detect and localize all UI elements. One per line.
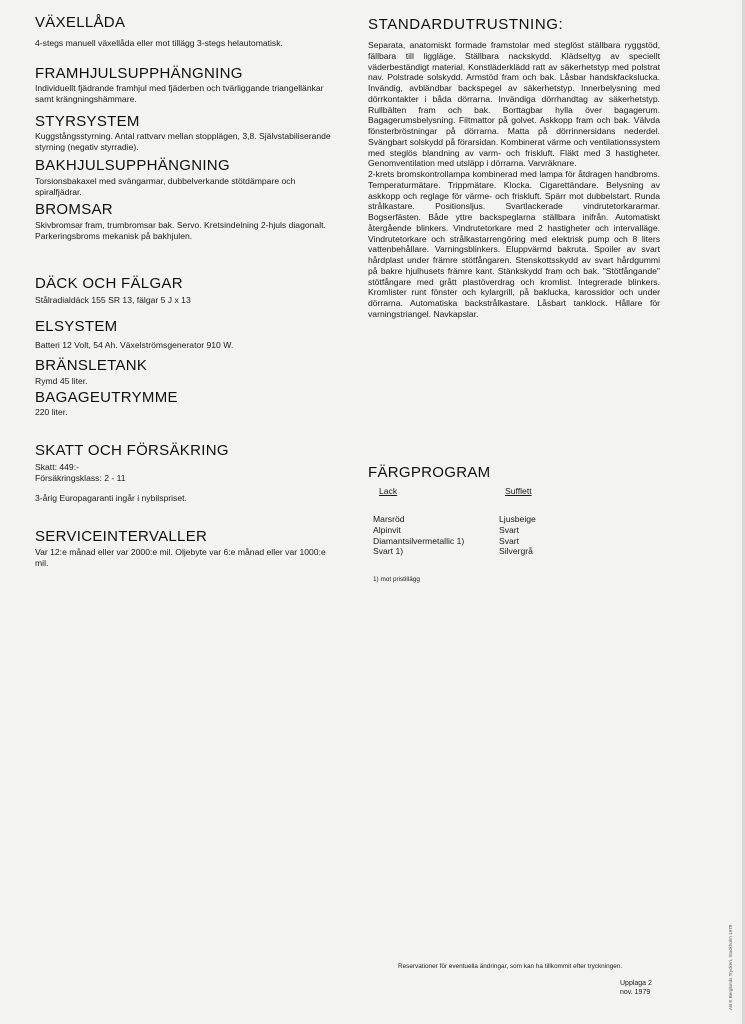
sufflett-item: Ljusbeige (499, 514, 536, 524)
lack-item: Alpinvit (373, 524, 401, 535)
heading-styr: STYRSYSTEM (35, 113, 140, 130)
text-dack: Stålradialdäck 155 SR 13, fälgar 5 J x 13 (35, 295, 191, 305)
sufflett-list (499, 514, 536, 557)
text-bakhjul: Torsionsbakaxel med svängarmar, dubbelverkande stötdämpare och spiralfjädrar. (35, 176, 296, 197)
heading-dack: DÄCK OCH FÄLGAR (35, 275, 183, 292)
edition-info (620, 980, 652, 997)
section-skatt (35, 442, 335, 504)
text-styr: Kuggstångsstyrning. Antal rattvarv mellan stopplägen, 3,8. Självstabiliserande styrning (negativ styrradie). (35, 131, 331, 152)
printer-credit: AB E Berglunds Tryckeri, Stockholm 1979 (728, 924, 733, 1010)
section-bromsar (35, 201, 335, 241)
heading-bransle: BRÄNSLETANK (35, 357, 148, 374)
edition-label: Upplaga 2 (620, 980, 652, 987)
lack-item: Diamantsilvermetallic 1) (373, 535, 465, 546)
heading-vaxellada: VÄXELLÅDA (35, 14, 126, 31)
sufflett-header: Sufflett (505, 486, 532, 496)
section-bagage (35, 389, 335, 418)
text-skatt: Skatt: 449:- (35, 462, 79, 472)
section-fargprogram (368, 464, 660, 583)
text-forsakringsklass: Försäkringsklass: 2 - 11 (35, 472, 126, 483)
edition-date: nov. 1979 (620, 988, 651, 996)
heading-framhjul: FRAMHJULSUPPHÄNGNING (35, 65, 243, 82)
heading-bagage: BAGAGEUTRYMME (35, 389, 178, 406)
heading-standardutrustning: STANDARDUTRUSTNING: (368, 16, 564, 33)
section-framhjul (35, 65, 335, 104)
standard-paragraph-2: 2-krets bromskontrollampa kombinerad med lampa för åtdragen handbroms. Temperaturmätare. Trippmätare. Klocka. Cigarettändare. Belysning av askkopp och reglage för värme- och friskluft. Spärr mot dubbelstart. Runda strålkastare. Positionsljus. Svartlackerade vindrutetorkararmar. Bogserfästen. Både yttre backspeglarna ställbara inifrån. Automatiskt återgående blinkers. Vindrutetorkare med 2 hastigheter och intervalläge. Vindrutetorkare och strålkastarrengöring med elektrisk pump och 8 liters vattenbehållare. Varningsblinkers. Eluppvärmd bakruta. Spoiler av svart hårdplast under främre stötfångaren. Stenskottsskydd av svart hårdgummi på bakre hjulhusets främre kant. Stänkskydd fram och bak. "Stötfångande" stötfångare med grått plastöverdrag och kromlist. Integrerade blinkers. Kromlister runt fönster och kylargrill, på baklucka, karossidor och under dörrarna. Automatiska backstrålkastare. Låsbart tanklock. Hållare för varningstriangel. Navkapslar. (368, 169, 660, 319)
text-service: Var 12:e månad eller var 2000:e mil. Oljebyte var 6:e månad eller var 1000:e mil. (35, 547, 326, 568)
section-vaxellada (35, 14, 335, 49)
sufflett-item: Silvergrå (499, 546, 533, 557)
lack-item: Svart 1) (373, 546, 404, 557)
standard-paragraph-1: Separata, anatomiskt formade framstolar med steglöst ställbara ryggstöd, fällbara till liggläge. Ställbara nackskydd. Klädseltyg av speciellt väderbeständigt material. Konstläderklädd ratt av säkerhetstyp med polstrat nav. Polstrade solskydd. Armstöd fram och bak. Låsbar handskfackslucka. Invändig, avbländbar backspegel av säkerhetstyp. Innerbelysning med dörrkontakter i båda dörrarna. Invändiga dörrhandtag av säkerhetstyp. Rullbälten fram och bak. Borttagbar hylla över bagagerum. Bagagerumsbelysning. Filtmattor på golvet. Askkopp fram och bak. Välvda fönsterbröstningar på dörrarna. Matta på dörrinnersidans nederdel. Svängbart solskydd på förarsidan. Kombinerat värme och ventilationssystem med steglös blandning av varm- och friskluft. Fläkt med 3 hastigheter. Genomventilation med utsläpp i dörrarna. Varvräknare. (368, 40, 660, 169)
text-bagage: 220 liter. (35, 407, 68, 417)
heading-service: SERVICEINTERVALLER (35, 528, 208, 545)
section-el (35, 318, 335, 351)
text-garanti: 3-årig Europagaranti ingår i nybilspriset. (35, 493, 187, 504)
lack-item: Marsröd (373, 514, 405, 524)
section-styr (35, 113, 335, 152)
section-bakhjul (35, 157, 335, 197)
text-vaxellada: 4-stegs manuell växellåda eller mot tillägg 3-stegs helautomatisk. (35, 38, 283, 48)
reservation-note: Reservationer för eventuella ändringar, som kan ha tillkommit efter tryckningen. (398, 963, 623, 970)
right-column (368, 16, 660, 583)
heading-bromsar: BROMSAR (35, 201, 113, 218)
price-note: 1) mot pristillägg (373, 576, 420, 583)
heading-bakhjul: BAKHJULSUPPHÄNGNING (35, 157, 230, 174)
sufflett-item: Svart (499, 535, 520, 546)
section-dack (35, 275, 335, 306)
section-service (35, 528, 335, 568)
text-el: Batteri 12 Volt, 54 Ah. Växelströmsgenerator 910 W. (35, 340, 234, 350)
sufflett-item: Svart (499, 524, 520, 535)
text-bromsar: Skivbromsar fram, trumbromsar bak. Servo. Kretsindelning 2-hjuls diagonalt. Parkeringsbroms mekanisk på bakhjulen. (35, 220, 326, 241)
lack-list (373, 514, 464, 557)
text-framhjul: Individuellt fjädrande framhjul med fjäderben och tvärliggande triangellänkar samt krängningshämmare. (35, 83, 324, 104)
text-bransle: Rymd 45 liter. (35, 376, 88, 386)
heading-fargprogram: FÄRGPROGRAM (368, 464, 491, 481)
standard-equipment-text (368, 40, 660, 320)
heading-skatt: SKATT OCH FÖRSÄKRING (35, 442, 229, 459)
lack-header: Lack (379, 486, 398, 496)
heading-el: ELSYSTEM (35, 318, 118, 335)
section-bransle (35, 357, 335, 387)
